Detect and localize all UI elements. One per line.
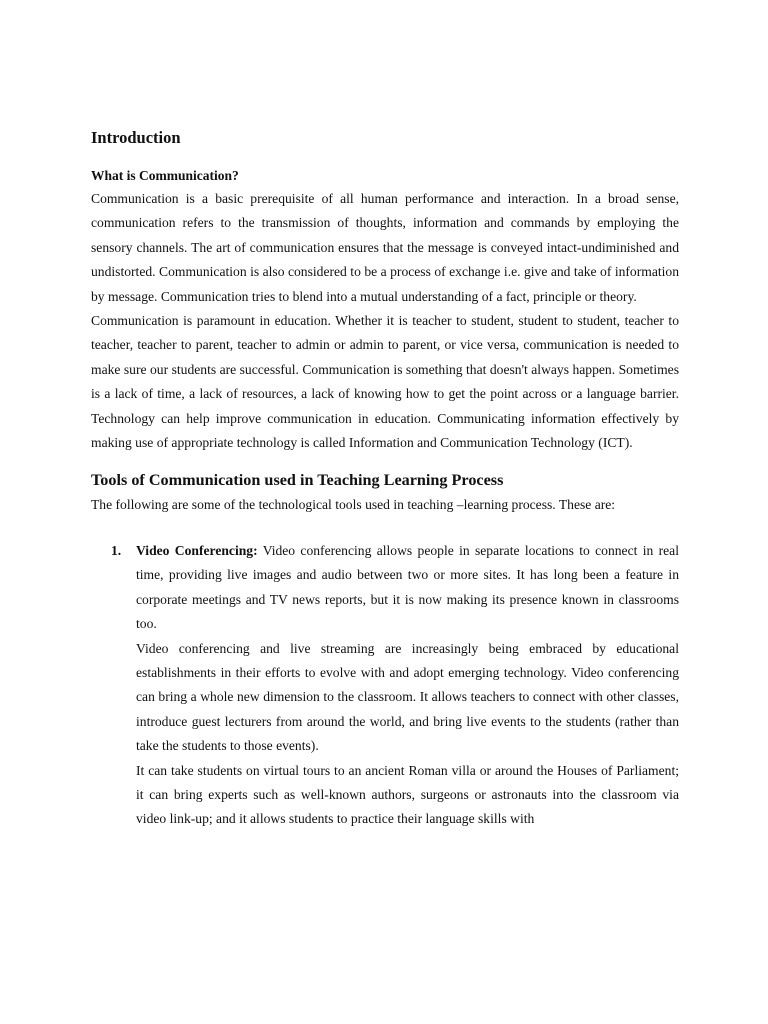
- tools-list: [91, 539, 679, 832]
- list-item: [91, 539, 679, 832]
- tool-item-paragraph-1: [136, 539, 679, 637]
- intro-paragraph-2: Communication is paramount in education. Whether it is teacher to student, student to student, teacher to teacher, teacher to parent, teacher to admin or admin to parent, or vice versa, communication is needed to make sure our students are successful. Communication is something that doesn't always happen. Sometimes is a lack of time, a lack of resources, a lack of knowing how to get the point across or a language barrier. Technology can help improve communication in education. Communicating information effectively by making use of appropriate technology is called Information and Communication Technology (ICT).: [91, 313, 679, 451]
- document-page: [91, 126, 679, 832]
- tool-item-paragraph-2: Video conferencing and live streaming are increasingly being embraced by educational establishments in their efforts to evolve with and adopt emerging technology. Video conferencing can bring a whole new dimension to the classroom. It allows teachers to connect with other classes, introduce guest lecturers from around the world, and bring live events to the students (rather than take the students to those events).: [136, 640, 679, 754]
- tool-item-text: Video conferencing allows people in separate locations to connect in real time, providing live images and audio between two or more sites. It has long been a feature in corporate meetings and TV news reports, but it is now making its presence known in classrooms too.: [136, 542, 679, 632]
- introduction-heading: Introduction: [91, 128, 181, 147]
- tools-lead-paragraph: The following are some of the technological tools used in teaching –learning process. These are:: [91, 497, 616, 513]
- intro-paragraph-1: Communication is a basic prerequisite of all human performance and interaction. In a broad sense, communication refers to the transmission of thoughts, information and commands by employing the sensory channels. The art of communication ensures that the message is conveyed intact-undiminished and undistorted. Communication is also considered to be a process of exchange i.e. give and take of information by message. Communication tries to blend into a mutual understanding of a fact, principle or theory.: [91, 191, 679, 304]
- tools-heading: Tools of Communication used in Teaching Learning Process: [91, 471, 504, 490]
- list-item-number: 1.: [111, 542, 122, 558]
- what-is-communication-subheading: What is Communication?: [91, 168, 239, 183]
- tool-item-title: Video Conferencing:: [136, 542, 258, 558]
- tool-item-paragraph-3: It can take students on virtual tours to an ancient Roman villa or around the Houses of Parliament; it can bring experts such as well-known authors, surgeons or astronauts into the classroom via video link-up; and it allows students to practice their language skills with: [136, 762, 679, 827]
